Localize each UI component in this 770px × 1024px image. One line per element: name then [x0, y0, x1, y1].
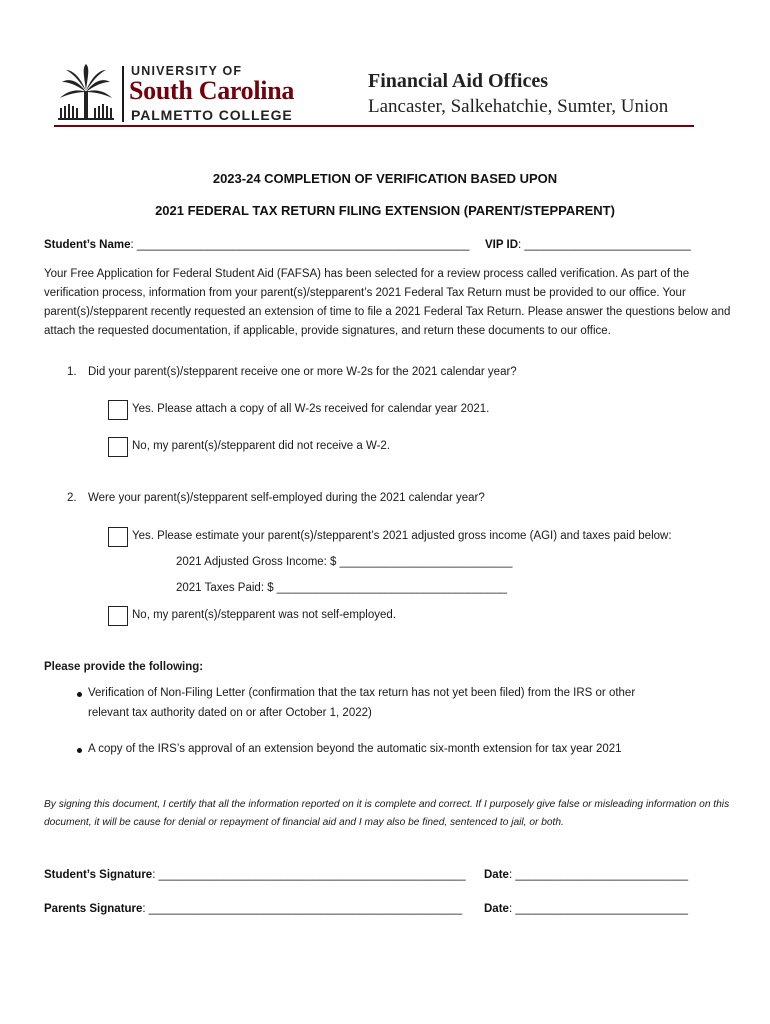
logo-south-carolina: South Carolina — [129, 76, 295, 105]
parents-signature-row — [44, 903, 462, 915]
logo-divider — [122, 66, 124, 122]
parents-date-field[interactable]: : ___________________________ — [508, 903, 689, 915]
student-date-field[interactable]: : ___________________________ — [508, 869, 689, 881]
bullet-icon — [77, 748, 82, 753]
taxes-paid-field[interactable]: 2021 Taxes Paid: $ ____________________________________ — [176, 582, 508, 594]
q2-no-label: No, my parent(s)/stepparent was not self-employed. — [132, 609, 396, 621]
q1-text: Did your parent(s)/stepparent receive one or more W-2s for the 2021 calendar year? — [88, 366, 517, 378]
q2-text: Were your parent(s)/stepparent self-employed during the 2021 calendar year? — [88, 492, 485, 504]
date-label: Date — [484, 869, 509, 881]
student-date-row — [484, 869, 688, 881]
student-signature-row — [44, 869, 466, 881]
campus-list: Lancaster, Salkehatchie, Sumter, Union — [368, 96, 669, 117]
parents-signature-label: Parents Signature — [44, 903, 143, 915]
office-title: Financial Aid Offices — [368, 70, 548, 92]
q1-number: 1. — [67, 366, 77, 378]
vip-id-field[interactable]: : __________________________ — [518, 239, 691, 251]
agi-field[interactable]: 2021 Adjusted Gross Income: $ ___________________________ — [176, 556, 513, 568]
student-signature-label: Student’s Signature — [44, 869, 153, 881]
student-name-field[interactable]: : ____________________________________________________ — [130, 239, 470, 251]
logo-palmetto-college: PALMETTO COLLEGE — [131, 107, 293, 123]
logo-university-of: UNIVERSITY OF — [131, 64, 243, 78]
provide-item2: A copy of the IRS’s approval of an extension beyond the automatic six-month extension for tax year 2021 — [88, 743, 622, 755]
q1-no-label: No, my parent(s)/stepparent did not receive a W-2. — [132, 440, 391, 452]
q2-number: 2. — [67, 492, 77, 504]
provide-item1-line1: Verification of Non-Filing Letter (confirmation that the tax return has not yet been filed) from the IRS or other — [88, 687, 636, 699]
q1-no-checkbox[interactable] — [108, 437, 128, 457]
student-name-row — [44, 239, 469, 251]
vip-id-row — [485, 239, 691, 251]
form-title-line2: 2021 FEDERAL TAX RETURN FILING EXTENSION (PARENT/STEPPARENT) — [155, 203, 615, 218]
bullet-icon — [77, 692, 82, 697]
student-signature-field[interactable]: : ________________________________________________ — [152, 869, 466, 881]
vip-id-label: VIP ID — [485, 239, 519, 251]
student-name-label: Student’s Name — [44, 239, 131, 251]
palmetto-logo-icon — [56, 64, 116, 122]
q2-yes-checkbox[interactable] — [108, 527, 128, 547]
provide-item1-line2: relevant tax authority dated on or after October 1, 2022) — [88, 707, 372, 719]
certification-statement: By signing this document, I certify that all the information reported on it is complete and correct. If I purposely give false or misleading information on this document, it will be cause for denial or repayment of financial aid and I may also be fined, sentenced to jail, or both. — [44, 799, 730, 828]
intro-paragraph: Your Free Application for Federal Student Aid (FAFSA) has been selected for a review process called verification. As part of the verification process, information from your parent(s)/stepparent’s 2021 Federal Tax Return must be provided to our office. Your parent(s)/stepparent recently requested an extension of time to file a 2021 Federal Tax Return. Please answer the questions below and attach the requested documentation, if applicable, provide signatures, and return these documents to our office. — [44, 268, 731, 337]
parents-date-row — [484, 903, 688, 915]
parents-signature-field[interactable]: : _________________________________________________ — [142, 903, 463, 915]
header-rule — [54, 125, 694, 127]
provide-heading: Please provide the following: — [44, 661, 204, 673]
form-title-line1: 2023-24 COMPLETION OF VERIFICATION BASED UPON — [212, 171, 558, 186]
q1-yes-label: Yes. Please attach a copy of all W-2s received for calendar year 2021. — [132, 403, 490, 415]
q2-no-checkbox[interactable] — [108, 606, 128, 626]
q1-yes-checkbox[interactable] — [108, 400, 128, 420]
q2-yes-label: Yes. Please estimate your parent(s)/stepparent’s 2021 adjusted gross income (AGI) and taxes paid below: — [132, 530, 672, 542]
date-label: Date — [484, 903, 509, 915]
